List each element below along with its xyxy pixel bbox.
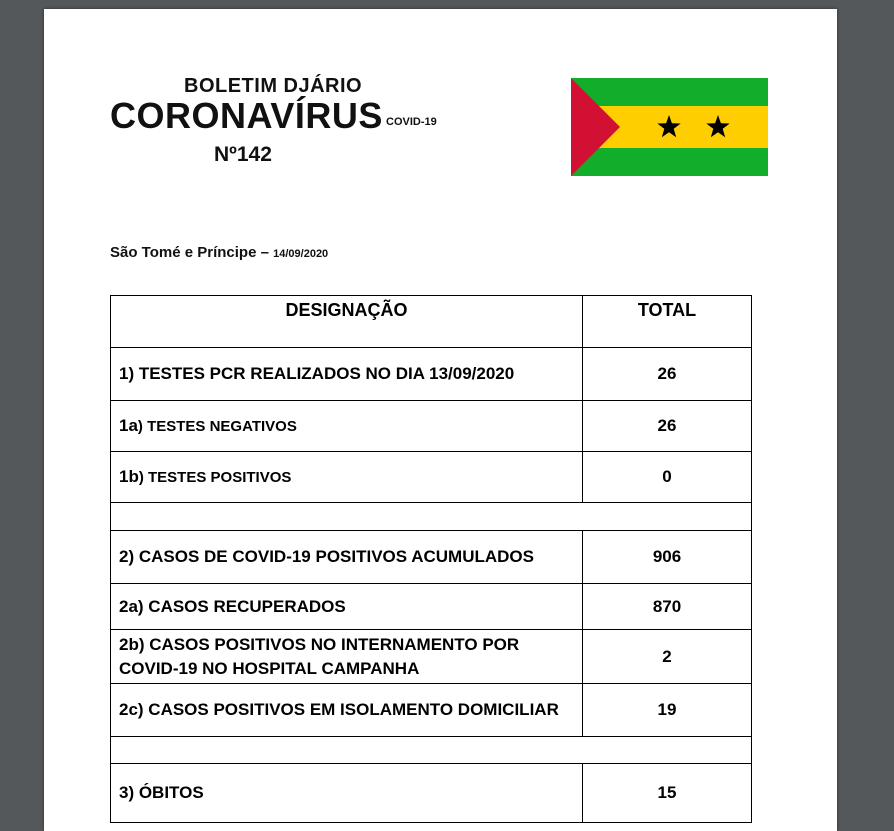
table-header-row xyxy=(111,296,752,348)
sao-tome-flag-icon xyxy=(571,78,768,176)
bulletin-title-suffix: COVID-19 xyxy=(386,116,437,128)
table-spacer-row xyxy=(111,503,752,531)
row-text-positive: ) TESTES POSITIVOS xyxy=(138,468,292,486)
location-place: São Tomé e Príncipe – xyxy=(110,244,269,261)
table-row xyxy=(111,531,752,584)
row-label-accumulated-cases: 2) CASOS DE COVID-19 POSITIVOS ACUMULADOS xyxy=(111,531,583,584)
bulletin-kicker: BOLETIM DJÁRIO xyxy=(184,75,363,97)
table-row xyxy=(111,401,752,452)
table-row xyxy=(111,684,752,737)
row-label-pcr-tests: 1) TESTES PCR REALIZADOS NO DIA 13/09/2020 xyxy=(111,348,583,401)
row-code-negative: 1a xyxy=(119,415,138,435)
flag-green-top-band xyxy=(571,78,768,106)
header-total: TOTAL xyxy=(583,296,752,348)
table-row xyxy=(111,452,752,503)
table-spacer-row xyxy=(111,737,752,764)
table-row xyxy=(111,764,752,823)
document-page xyxy=(44,9,837,831)
row-total-recovered-cases: 870 xyxy=(583,584,752,630)
row-label-negative-tests xyxy=(111,401,583,452)
row-label-positive-tests xyxy=(111,452,583,503)
row-total-positive-tests: 0 xyxy=(583,452,752,503)
row-label-isolation-cases: 2c) CASOS POSITIVOS EM ISOLAMENTO DOMICILIAR xyxy=(111,684,583,737)
row-label-deaths: 3) ÓBITOS xyxy=(111,764,583,823)
bulletin-number: Nº142 xyxy=(214,143,272,166)
table-row xyxy=(111,348,752,401)
row-total-deaths: 15 xyxy=(583,764,752,823)
row-total-hospital-cases: 2 xyxy=(583,630,752,684)
spacer-cell xyxy=(111,503,752,531)
table-row xyxy=(111,584,752,630)
row-text-negative: ) TESTES NEGATIVOS xyxy=(137,417,297,435)
spacer-cell xyxy=(111,737,752,764)
row-total-pcr-tests: 26 xyxy=(583,348,752,401)
row-label-hospital-cases: 2b) CASOS POSITIVOS NO INTERNAMENTO POR COVID-19 NO HOSPITAL CAMPANHA xyxy=(111,630,583,684)
row-total-negative-tests: 26 xyxy=(583,401,752,452)
bulletin-date: 14/09/2020 xyxy=(273,248,329,260)
bulletin-title: CORONAVÍRUS xyxy=(110,95,383,136)
row-label-recovered-cases: 2a) CASOS RECUPERADOS xyxy=(111,584,583,630)
flag-green-bottom-band xyxy=(571,148,768,176)
row-code-positive: 1b xyxy=(119,466,139,486)
table-row xyxy=(111,630,752,684)
location-date-line xyxy=(110,244,328,261)
statistics-table xyxy=(110,295,752,823)
row-total-isolation-cases: 19 xyxy=(583,684,752,737)
row-total-accumulated-cases: 906 xyxy=(583,531,752,584)
header-designation: DESIGNAÇÃO xyxy=(111,296,583,348)
